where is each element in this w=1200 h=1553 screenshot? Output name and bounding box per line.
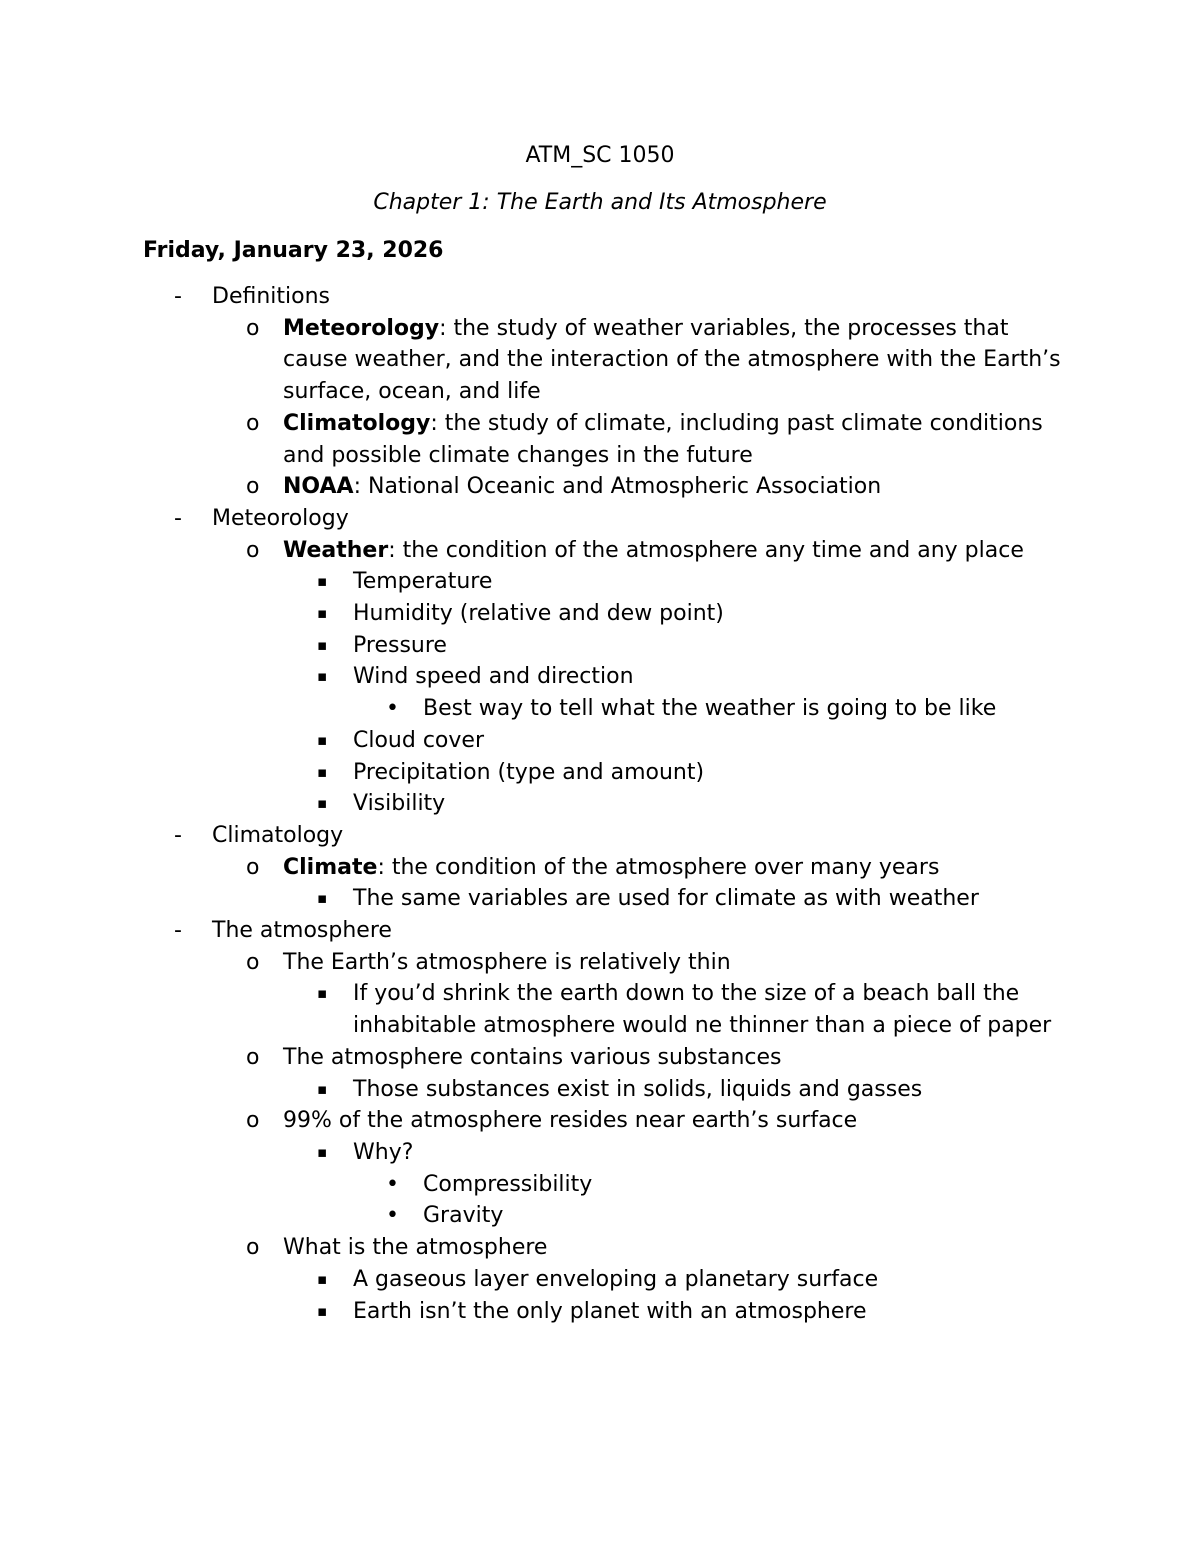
term-noaa: NOAA	[283, 474, 354, 500]
list-item	[0, 1200, 1063, 1232]
atmosphere-thin: The Earth’s atmosphere is relatively thin	[283, 949, 731, 975]
term-weather: Weather	[283, 537, 389, 563]
list-item	[0, 820, 1200, 852]
square-bullet: ▪	[317, 572, 328, 591]
list-item	[0, 915, 1200, 947]
weather-variable-wind: Wind speed and direction	[353, 664, 634, 690]
reason-gravity: Gravity	[423, 1203, 504, 1229]
square-bullet: ▪	[317, 1142, 328, 1161]
climate-note: The same variables are used for climate as with weather	[353, 886, 979, 912]
dash-bullet: -	[174, 918, 182, 944]
list-item	[0, 1137, 1053, 1169]
reason-compressibility: Compressibility	[423, 1171, 593, 1197]
square-bullet: ▪	[317, 1301, 328, 1320]
square-bullet: ▪	[317, 889, 328, 908]
square-bullet: ▪	[317, 1079, 328, 1098]
circle-bullet: o	[246, 1235, 260, 1261]
list-item	[0, 852, 1073, 884]
term-climate: Climate	[283, 854, 378, 880]
atmosphere-substances: The atmosphere contains various substances	[283, 1044, 782, 1070]
list-item	[0, 313, 1073, 408]
list-item	[0, 630, 1053, 662]
list-item	[0, 1296, 1053, 1328]
circle-bullet: o	[246, 537, 260, 563]
course-title: ATM_SC 1050	[525, 143, 675, 168]
term-climatology: Climatology	[283, 410, 431, 436]
list-item	[0, 1169, 1063, 1201]
square-bullet: ▪	[317, 1269, 328, 1288]
section-heading-climatology: Climatology	[212, 822, 344, 848]
atmosphere-surface: 99% of the atmosphere resides near earth’s surface	[283, 1108, 858, 1134]
list-item	[0, 281, 1200, 313]
notes-list	[0, 281, 1200, 1327]
list-item	[0, 1264, 1053, 1296]
list-item	[0, 408, 1073, 471]
circle-bullet: o	[246, 410, 260, 436]
list-item	[0, 1042, 1073, 1074]
list-item	[0, 566, 1053, 598]
list-item	[0, 503, 1200, 535]
atmosphere-not-only: Earth isn’t the only planet with an atmosphere	[353, 1298, 867, 1324]
wind-note: Best way to tell what the weather is going to be like	[423, 696, 997, 722]
square-bullet: ▪	[317, 984, 328, 1003]
atmosphere-substances-note: Those substances exist in solids, liquids and gasses	[353, 1076, 923, 1102]
weather-variable-cloud: Cloud cover	[353, 727, 484, 753]
circle-bullet: o	[246, 1108, 260, 1134]
chapter-title: Chapter 1: The Earth and Its Atmosphere	[373, 190, 827, 215]
square-bullet: ▪	[317, 604, 328, 623]
definition-weather: : the condition of the atmosphere any time and any place	[388, 537, 1024, 563]
list-item	[0, 535, 1073, 567]
atmosphere-gaseous: A gaseous layer enveloping a planetary surface	[353, 1266, 879, 1292]
circle-bullet: o	[246, 315, 260, 341]
term-meteorology: Meteorology	[283, 315, 440, 341]
date-heading: Friday, January 23, 2026	[143, 238, 444, 263]
circle-bullet: o	[246, 854, 260, 880]
square-bullet: ▪	[317, 635, 328, 654]
weather-variable-temperature: Temperature	[353, 569, 493, 595]
dash-bullet: -	[174, 822, 182, 848]
definition-climatology: : the study of climate, including past climate conditions and possible climate changes in the future	[283, 410, 1043, 468]
atmosphere-thin-note: If you’d shrink the earth down to the size of a beach ball the inhabitable atmosphere would ne thinner than a piece of paper	[353, 981, 1052, 1039]
definition-climate: : the condition of the atmosphere over many years	[377, 854, 940, 880]
atmosphere-what: What is the atmosphere	[283, 1235, 548, 1261]
circle-bullet: o	[246, 1044, 260, 1070]
square-bullet: ▪	[317, 730, 328, 749]
list-item	[0, 693, 1063, 725]
definition-noaa: : National Oceanic and Atmospheric Association	[353, 474, 882, 500]
round-bullet: •	[386, 696, 399, 722]
list-item	[0, 1074, 1053, 1106]
list-item	[0, 725, 1053, 757]
dash-bullet: -	[174, 284, 182, 309]
list-item	[0, 1105, 1073, 1137]
dash-bullet: -	[174, 505, 182, 531]
definition-meteorology: : the study of weather variables, the processes that cause weather, and the interaction of the atmosphere with the Earth’s surface, ocean, and life	[283, 315, 1061, 405]
square-bullet: ▪	[317, 762, 328, 781]
circle-bullet: o	[246, 949, 260, 975]
atmosphere-why: Why?	[353, 1139, 414, 1165]
round-bullet: •	[386, 1203, 399, 1229]
square-bullet: ▪	[317, 794, 328, 813]
weather-variable-pressure: Pressure	[353, 632, 447, 658]
circle-bullet: o	[246, 474, 260, 500]
list-item	[0, 947, 1073, 979]
list-item	[0, 883, 1053, 915]
weather-variable-humidity: Humidity (relative and dew point)	[353, 601, 724, 627]
list-item	[0, 757, 1053, 789]
section-heading-atmosphere: The atmosphere	[212, 918, 392, 944]
list-item	[0, 1232, 1073, 1264]
list-item	[0, 788, 1053, 820]
section-heading-definitions: Definitions	[212, 284, 330, 309]
section-heading-meteorology: Meteorology	[212, 505, 349, 531]
weather-variable-precipitation: Precipitation (type and amount)	[353, 759, 705, 785]
round-bullet: •	[386, 1171, 399, 1197]
list-item	[0, 598, 1053, 630]
list-item	[0, 471, 1073, 503]
square-bullet: ▪	[317, 667, 328, 686]
list-item	[0, 978, 1053, 1041]
list-item	[0, 661, 1053, 693]
weather-variable-visibility: Visibility	[353, 791, 446, 817]
